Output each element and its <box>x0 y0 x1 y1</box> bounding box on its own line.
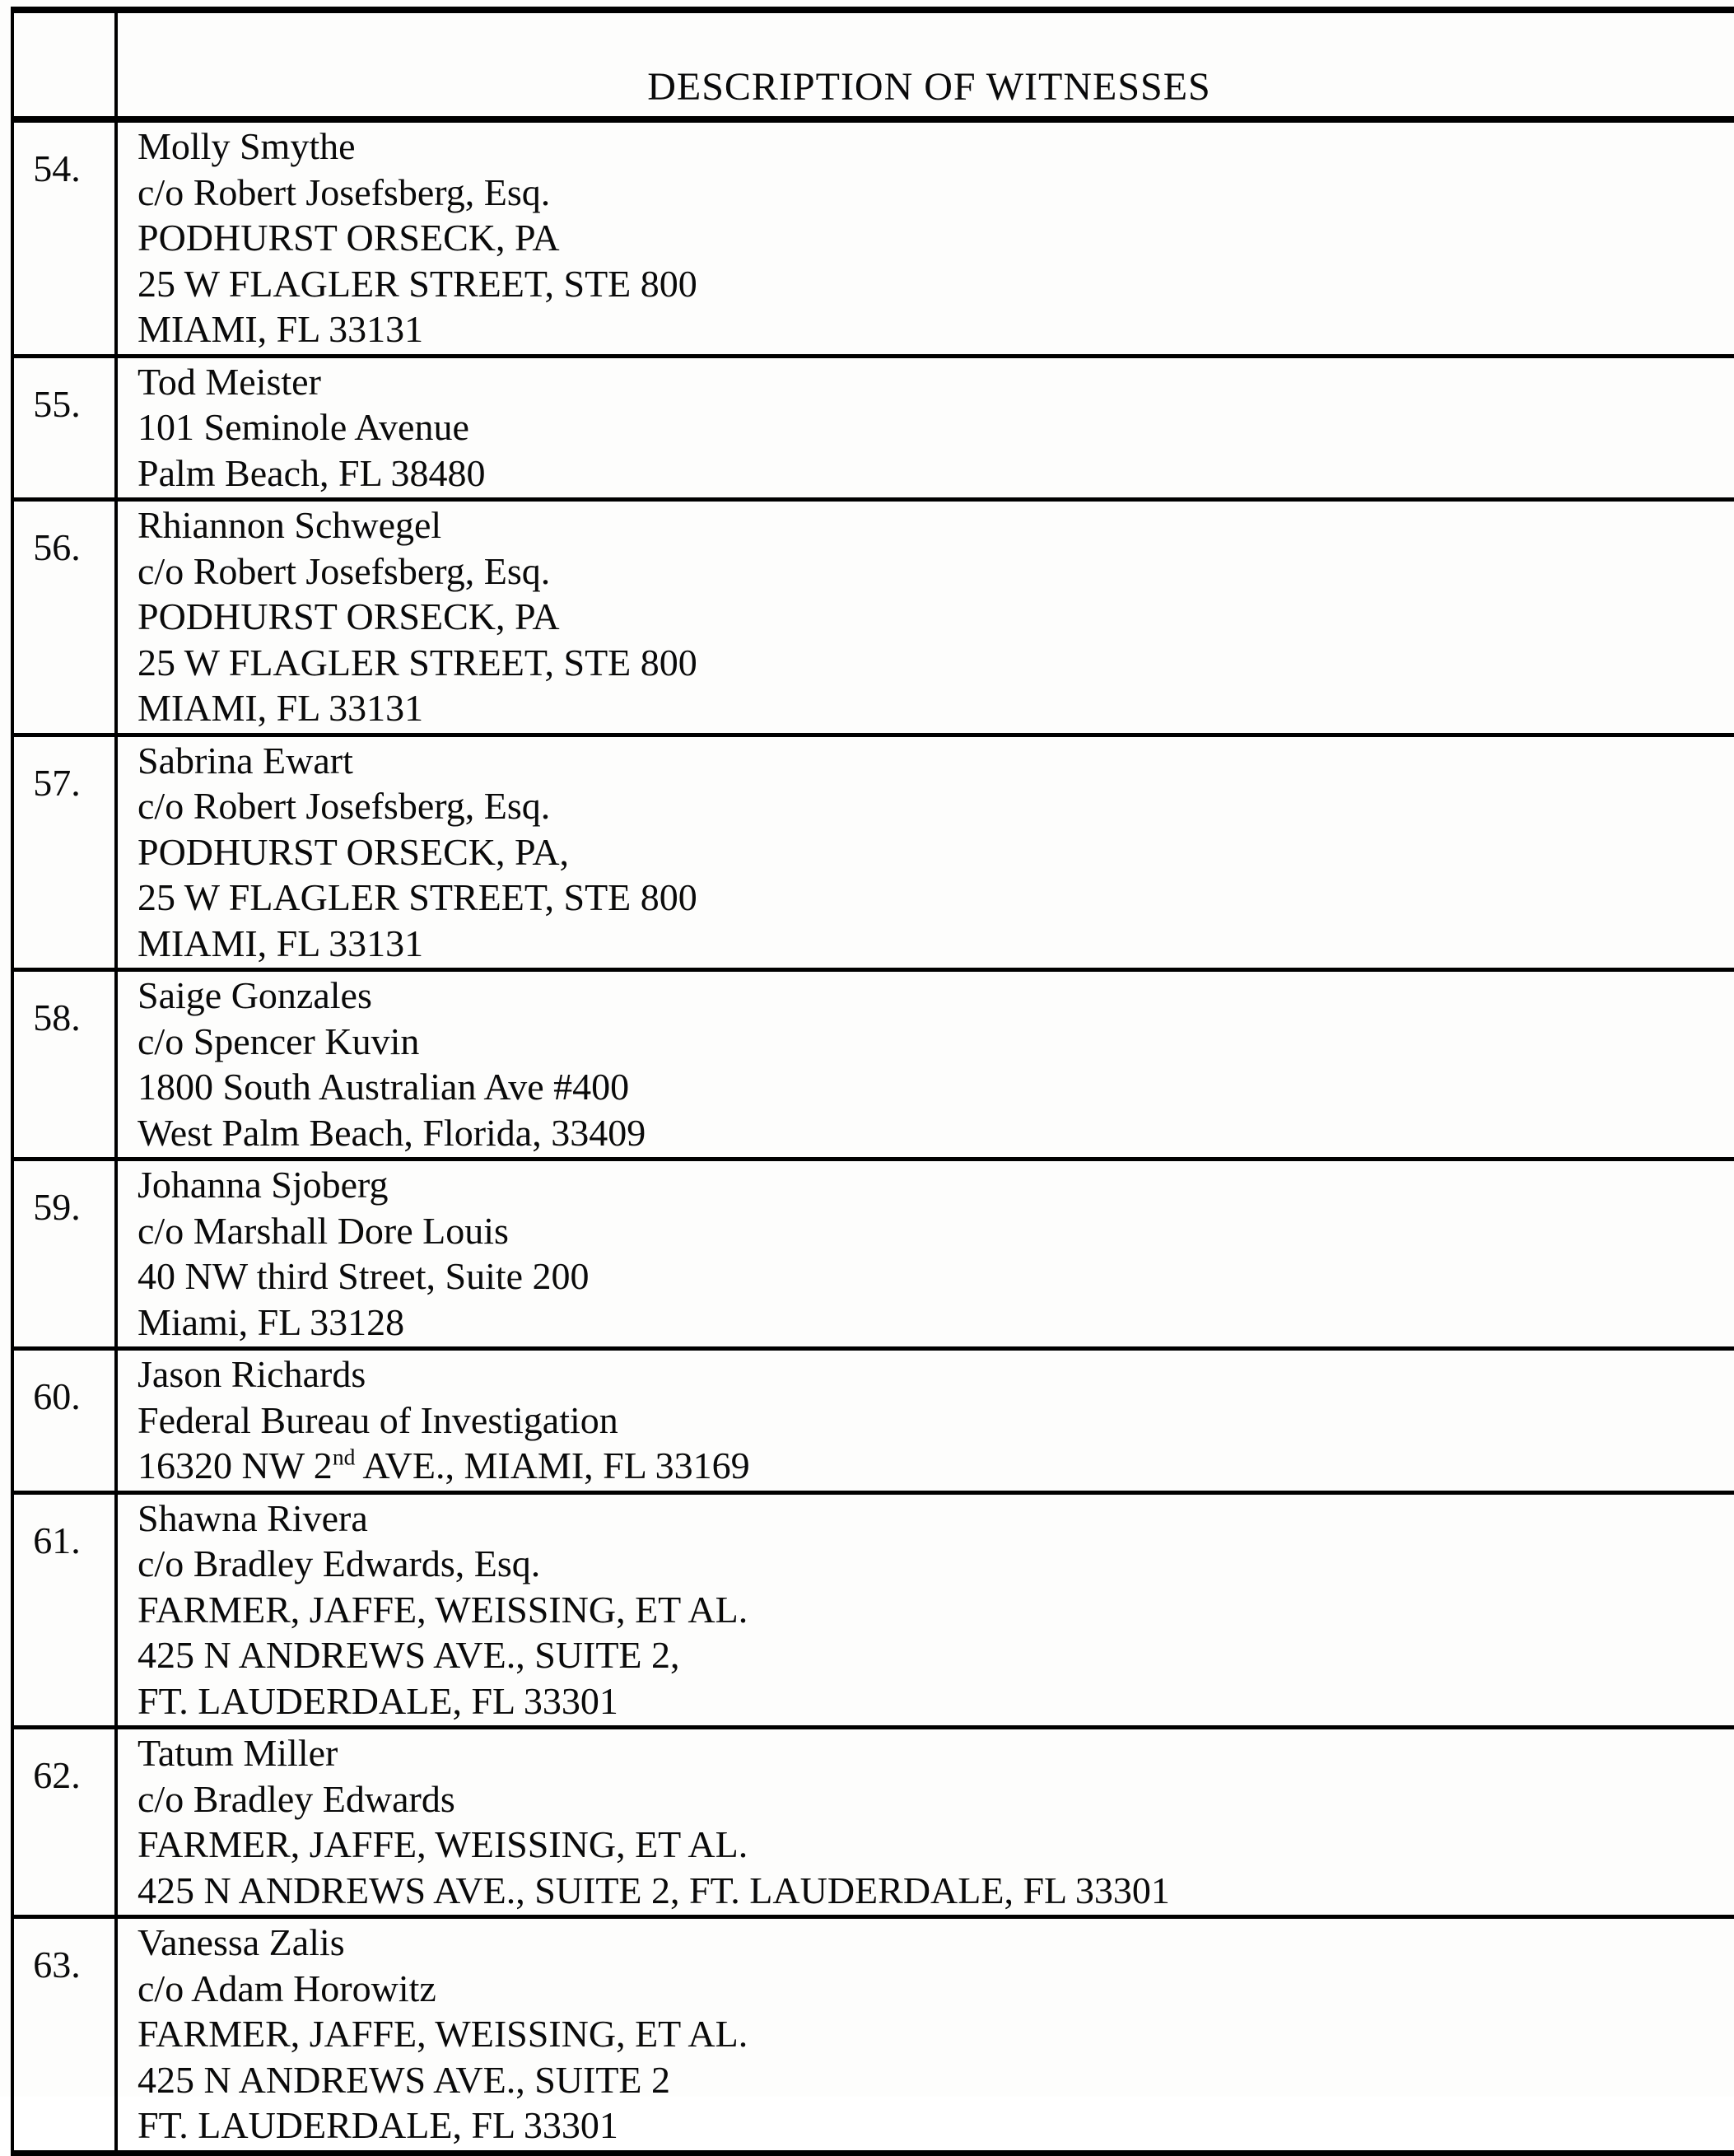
description-line: 1800 South Australian Ave #400 <box>138 1066 630 1108</box>
witness-number: 62. <box>12 1728 116 1917</box>
description-line: Shawna Rivera <box>138 1496 368 1539</box>
witness-table <box>11 7 1734 2156</box>
witness-description <box>116 1917 1734 2154</box>
witness-description <box>116 735 1734 970</box>
witness-description <box>116 970 1734 1160</box>
description-line: West Palm Beach, Florida, 33409 <box>138 1111 646 1154</box>
description-line: PODHURST ORSECK, PA <box>138 595 560 637</box>
table-row <box>12 1492 1734 1728</box>
witness-description <box>116 500 1734 735</box>
table-row <box>12 1349 1734 1493</box>
description-line: c/o Robert Josefsberg, Esq. <box>138 549 551 592</box>
witness-number: 60. <box>12 1349 116 1493</box>
description-line: PODHURST ORSECK, PA, <box>138 830 570 873</box>
description-line: Sabrina Ewart <box>138 739 353 782</box>
description-line: MIAMI, FL 33131 <box>138 308 424 350</box>
description-line: Federal Bureau of Investigation <box>138 1398 618 1441</box>
description-line: Palm Beach, FL 38480 <box>138 451 486 494</box>
ordinal-superscript: nd <box>332 1444 356 1470</box>
header-row <box>12 10 1734 119</box>
description-line: Tod Meister <box>138 360 321 403</box>
description-line: 25 W FLAGLER STREET, STE 800 <box>138 641 697 684</box>
description-line: FARMER, JAFFE, WEISSING, ET AL. <box>138 1588 748 1631</box>
description-line: 101 Seminole Avenue <box>138 406 469 448</box>
description-line: c/o Marshall Dore Louis <box>138 1209 509 1252</box>
description-line: Rhiannon Schwegel <box>138 504 442 546</box>
witness-number: 59. <box>12 1160 116 1349</box>
header-number-cell <box>12 10 116 119</box>
witness-description <box>116 119 1734 356</box>
table-row <box>12 500 1734 735</box>
witness-description <box>116 1160 1734 1349</box>
witness-description <box>116 1349 1734 1493</box>
description-line: 425 N ANDREWS AVE., SUITE 2, <box>138 1634 680 1676</box>
witness-number: 58. <box>12 970 116 1160</box>
witness-number: 54. <box>12 119 116 356</box>
description-line: FARMER, JAFFE, WEISSING, ET AL. <box>138 2013 748 2055</box>
description-line: FARMER, JAFFE, WEISSING, ET AL. <box>138 1823 748 1865</box>
witness-description <box>116 1728 1734 1917</box>
description-line: 25 W FLAGLER STREET, STE 800 <box>138 876 697 918</box>
description-line: Miami, FL 33128 <box>138 1300 405 1343</box>
description-line: FT. LAUDERDALE, FL 33301 <box>138 1679 618 1722</box>
description-line: c/o Adam Horowitz <box>138 1967 436 2009</box>
description-line: PODHURST ORSECK, PA <box>138 217 560 259</box>
description-line: Jason Richards <box>138 1353 366 1395</box>
description-line: Johanna Sjoberg <box>138 1164 389 1206</box>
witness-description <box>116 356 1734 500</box>
table-row <box>12 356 1734 500</box>
table-row <box>12 119 1734 356</box>
description-line: MIAMI, FL 33131 <box>138 687 424 729</box>
description-line: c/o Spencer Kuvin <box>138 1020 420 1062</box>
description-line: 40 NW third Street, Suite 200 <box>138 1255 590 1297</box>
table-row <box>12 1728 1734 1917</box>
description-line: FT. LAUDERDALE, FL 33301 <box>138 2104 618 2146</box>
description-line: Molly Smythe <box>138 125 356 167</box>
witness-description <box>116 1492 1734 1728</box>
description-line: 425 N ANDREWS AVE., SUITE 2, FT. LAUDERDALE, FL 33301 <box>138 1869 1170 1911</box>
witness-number: 63. <box>12 1917 116 2154</box>
table-header-title: DESCRIPTION OF WITNESSES <box>647 65 1211 109</box>
witness-number: 57. <box>12 735 116 970</box>
table-row <box>12 1160 1734 1349</box>
header-description-cell <box>116 10 1734 119</box>
witness-number: 55. <box>12 356 116 500</box>
description-line: Vanessa Zalis <box>138 1921 345 1963</box>
witness-number: 61. <box>12 1492 116 1728</box>
witness-number: 56. <box>12 500 116 735</box>
description-line: 25 W FLAGLER STREET, STE 800 <box>138 262 697 305</box>
description-line: c/o Robert Josefsberg, Esq. <box>138 170 551 213</box>
description-line: c/o Robert Josefsberg, Esq. <box>138 785 551 827</box>
table-row <box>12 735 1734 970</box>
description-line: 16320 NW 2nd AVE., MIAMI, FL 33169 <box>138 1444 750 1486</box>
description-line: Tatum Miller <box>138 1732 338 1774</box>
witness-rows <box>12 119 1734 2153</box>
table-row <box>12 1917 1734 2154</box>
table-row <box>12 970 1734 1160</box>
description-line: MIAMI, FL 33131 <box>138 922 424 964</box>
description-line: c/o Bradley Edwards, Esq. <box>138 1542 541 1584</box>
description-line: c/o Bradley Edwards <box>138 1777 455 1820</box>
description-line: 425 N ANDREWS AVE., SUITE 2 <box>138 2058 671 2101</box>
description-line: Saige Gonzales <box>138 974 372 1016</box>
